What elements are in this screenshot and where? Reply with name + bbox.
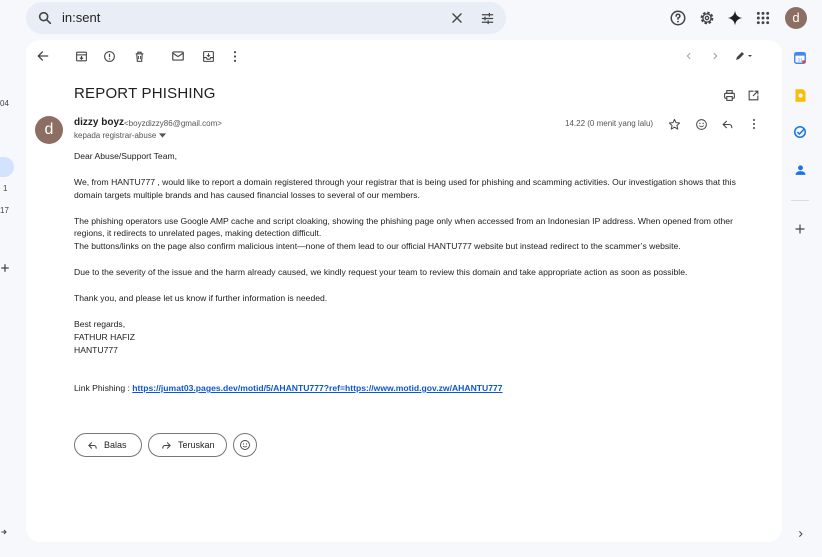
expand-arrow-icon[interactable] xyxy=(0,526,8,538)
mark-unread-icon[interactable] xyxy=(169,47,187,65)
signature-line: FATHUR HAFIZ xyxy=(74,331,135,342)
sender-avatar[interactable]: d xyxy=(35,116,63,144)
forward-icon xyxy=(161,440,172,451)
caret-down-icon xyxy=(159,133,166,138)
forward-label: Teruskan xyxy=(178,440,215,450)
show-side-panel-chevron-icon[interactable] xyxy=(791,525,809,543)
phishing-link-line xyxy=(74,383,503,393)
apps-grid-icon[interactable] xyxy=(751,6,775,30)
smiley-icon xyxy=(239,439,251,451)
signature-line: Best regards, xyxy=(74,318,126,329)
get-addons-plus-icon[interactable] xyxy=(791,220,809,238)
more-options-icon[interactable] xyxy=(226,47,244,65)
back-arrow-icon[interactable] xyxy=(34,47,52,65)
reply-button[interactable] xyxy=(74,433,142,457)
recipient-label: kepada registrar-abuse xyxy=(74,131,157,140)
svg-text:31: 31 xyxy=(797,57,803,63)
keep-app-icon[interactable] xyxy=(791,86,809,104)
reply-label: Balas xyxy=(104,440,127,450)
delete-trash-icon[interactable] xyxy=(130,47,148,65)
sender-email: <boyzdizzy86@gmail.com> xyxy=(124,119,222,128)
tasks-app-icon[interactable] xyxy=(791,123,809,141)
reply-arrow-icon[interactable] xyxy=(719,116,735,132)
emoji-reaction-icon[interactable] xyxy=(693,116,709,132)
link-label: Link Phishing : xyxy=(74,383,133,393)
older-chevron-right-icon[interactable] xyxy=(706,47,724,65)
open-new-window-icon[interactable] xyxy=(745,87,761,103)
settings-gear-icon[interactable] xyxy=(695,6,719,30)
print-icon[interactable] xyxy=(721,87,737,103)
sender-name: dizzy boyz xyxy=(74,117,125,128)
search-options-icon[interactable] xyxy=(478,9,496,27)
body-paragraph: We, from HANTU777 , would like to report a domain registered through your registrar that is being used for phishing and scamming activities. Our investigation shows that this domain targets multiple brands and has caused financial losses to several of our members. xyxy=(74,176,736,200)
clear-search-icon[interactable] xyxy=(448,9,466,27)
signature xyxy=(74,318,754,357)
email-timestamp: 14.22 (0 menit yang lalu) xyxy=(565,119,654,128)
rail-count: 1 xyxy=(3,184,8,193)
body-paragraph: Due to the severity of the issue and the harm already caused, we kindly request your team to review this domain and take appropriate action as soon as possible. xyxy=(74,267,688,278)
body-paragraph: The phishing operators use Google AMP cache and script cloaking, showing the phishing page only when accessed from an Indonesian IP address. When opened from other regions, it redirects to unrelated pages, making detection difficult. xyxy=(74,215,733,239)
recipient-details-toggle[interactable] xyxy=(74,131,166,140)
calendar-app-icon[interactable] xyxy=(791,49,809,67)
contacts-app-icon[interactable] xyxy=(791,161,809,179)
forward-button[interactable] xyxy=(148,433,227,457)
message-more-icon[interactable] xyxy=(746,116,762,132)
rail-count: 04 xyxy=(0,99,9,108)
side-panel-divider xyxy=(791,200,809,201)
rail-count: 17 xyxy=(0,206,9,215)
account-avatar[interactable]: d xyxy=(785,7,807,29)
report-spam-icon[interactable] xyxy=(100,47,118,65)
star-icon[interactable] xyxy=(666,116,682,132)
add-label-icon[interactable] xyxy=(0,262,10,274)
gemini-sparkle-icon[interactable] xyxy=(723,6,747,30)
email-body xyxy=(74,150,754,369)
input-tools-pen-icon[interactable] xyxy=(732,47,756,65)
move-to-icon[interactable] xyxy=(199,47,217,65)
phishing-link[interactable]: https://jumat03.pages.dev/motid/5/AHANTU777?ref=https://www.motid.gov.zw/AHANTU777 xyxy=(132,383,503,393)
newer-chevron-left-icon[interactable] xyxy=(680,47,698,65)
body-paragraph: The buttons/links on the page also confirm malicious intent—none of them lead to our official HANTU777 website but instead redirect to the scammer’s website. xyxy=(74,241,681,252)
archive-icon[interactable] xyxy=(72,47,90,65)
search-input[interactable]: in:sent xyxy=(62,10,101,25)
signature-line: HANTU777 xyxy=(74,344,118,355)
search-icon[interactable] xyxy=(36,9,54,27)
rail-active-pill[interactable] xyxy=(0,157,14,177)
body-paragraph: Thank you, and please let us know if further information is needed. xyxy=(74,292,328,303)
body-paragraph: Dear Abuse/Support Team, xyxy=(74,151,178,161)
add-reaction-button[interactable] xyxy=(233,433,257,457)
reply-icon xyxy=(87,440,98,451)
help-icon[interactable] xyxy=(666,6,690,30)
email-subject: REPORT PHISHING xyxy=(74,85,216,102)
